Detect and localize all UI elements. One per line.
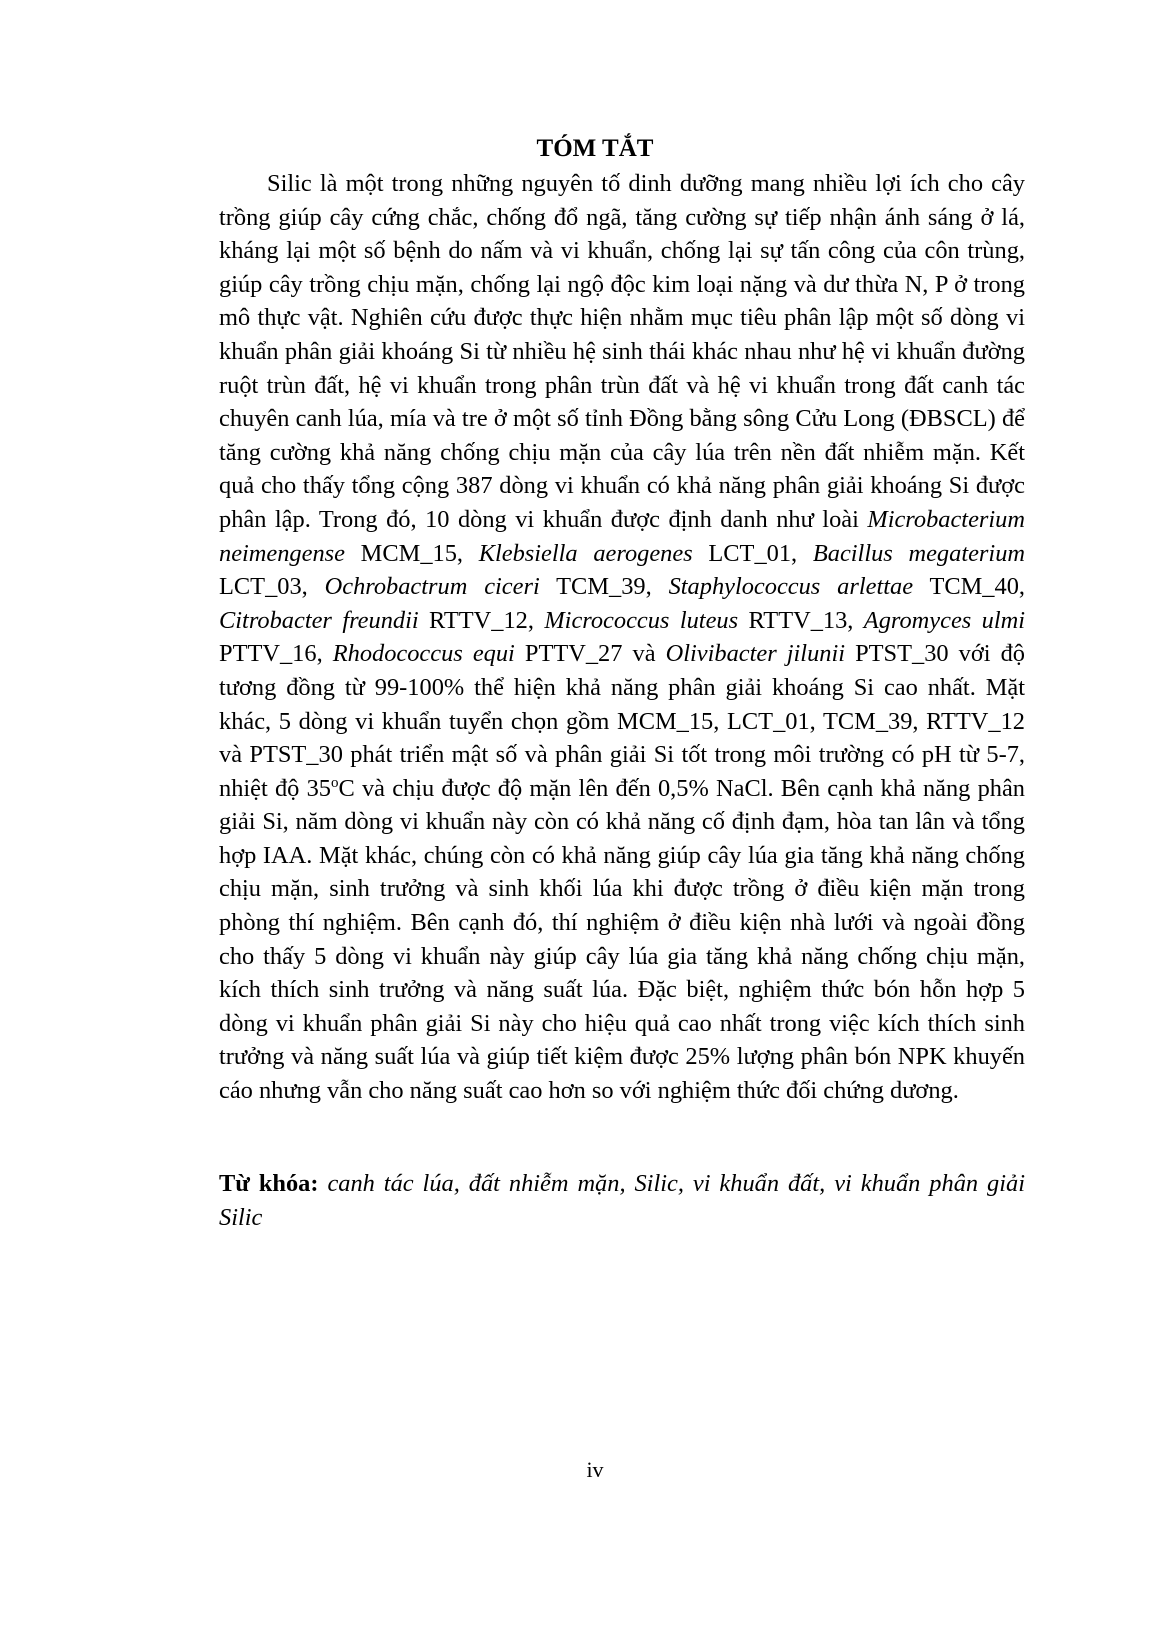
species-name: Rhodococcus equi	[332, 640, 515, 668]
species-name: Agromyces ulmi	[863, 606, 1026, 634]
species-name: Staphylococcus arlettae	[668, 573, 914, 601]
strain-text: LCT_03,	[219, 573, 325, 601]
species-name: Micrococcus luteus	[544, 606, 739, 634]
species-name: Bacillus megaterium	[812, 539, 1025, 567]
strain-text: RTTV_13,	[738, 606, 864, 634]
abstract-text: C và chịu được độ mặn lên đến 0,5% NaCl. Bên cạnh khả năng phân giải Si, năm dòng vi khuẩn này còn có khả năng cố định đạm, hòa tan lân và tổng hợp IAA. Mặt khác, chúng còn có khả năng giúp cây lúa gia tăng khả năng chống chịu mặn, sinh trưởng và sinh khối lúa khi được trồng ở điều kiện mặn trong phòng thí nghiệm. Bên cạnh đó, thí nghiệm ở điều kiện nhà lưới và ngoài đồng cho thấy 5 dòng vi khuẩn này giúp cây lúa gia tăng khả năng chống chịu mặn, kích thích sinh trưởng và năng suất lúa. Đặc biệt, nghiệm thức bón hỗn hợp 5 dòng vi khuẩn phân giải Si này cho hiệu quả cao nhất trong việc kích thích sinh trưởng và năng suất lúa và giúp tiết kiệm được 25% lượng phân bón NPK khuyến cáo nhưng vẫn cho năng suất cao hơn so với nghiệm thức đối chứng dương.	[219, 774, 1026, 1105]
strain-text: LCT_01,	[692, 539, 813, 567]
strain-text: PTTV_27 và	[514, 640, 666, 668]
abstract-text: PTST_30 với độ tương đồng từ 99-100% thể hiện khả năng phân giải khoáng Si cao nhất. Mặt khác, 5 dòng vi khuẩn tuyển chọn gồm MCM_15, LCT_01, TCM_39, RTTV_12 và PTST_30 phát triển mật số và phân giải Si tốt trong môi trường có pH từ 5-7, nhiệt độ 35	[219, 640, 1025, 802]
degree-superscript: o	[330, 774, 339, 791]
species-name: Citrobacter freundii	[219, 606, 419, 634]
species-name: Olivibacter jilunii	[665, 640, 846, 668]
abstract-paragraph	[219, 167, 1025, 1108]
species-name: Microbacterium neimengense	[219, 505, 1025, 567]
strain-text: TCM_40,	[913, 573, 1025, 601]
species-name: Klebsiella aerogenes	[478, 539, 693, 567]
species-name: Ochrobactrum ciceri	[324, 573, 540, 601]
strain-text: MCM_15,	[344, 539, 479, 567]
strain-text: RTTV_12,	[418, 606, 545, 634]
page-number: iv	[586, 1457, 604, 1482]
keywords-label: Từ khóa:	[219, 1170, 319, 1197]
keywords-line	[219, 1167, 1025, 1234]
strain-text: PTTV_16,	[219, 640, 333, 668]
keywords-text: canh tác lúa, đất nhiễm mặn, Silic, vi khuẩn đất, vi khuẩn phân giải Silic	[219, 1170, 1025, 1231]
strain-text: TCM_39,	[539, 573, 669, 601]
abstract-text: Silic là một trong những nguyên tố dinh dưỡng mang nhiều lợi ích cho cây trồng giúp cây cứng chắc, chống đổ ngã, tăng cường sự tiếp nhận ánh sáng ở lá, kháng lại một số bệnh do nấm và vi khuẩn, chống lại sự tấn công của côn trùng, giúp cây trồng chịu mặn, chống lại ngộ độc kim loại nặng và dư thừa N, P ở trong mô thực vật. Nghiên cứu được thực hiện nhằm mục tiêu phân lập một số dòng vi khuẩn phân giải khoáng Si từ nhiều hệ sinh thái khác nhau như hệ vi khuẩn đường ruột trùn đất, hệ vi khuẩn trong phân trùn đất và hệ vi khuẩn trong đất canh tác chuyên canh lúa, mía và tre ở một số tỉnh Đồng bằng sông Cửu Long (ĐBSCL) để tăng cường khả năng chống chịu mặn của cây lúa trên nền đất nhiễm mặn. Kết quả cho thấy tổng cộng 387 dòng vi khuẩn có khả năng phân giải khoáng Si được phân lập. Trong đó, 10 dòng vi khuẩn được định danh như loài	[219, 170, 1025, 533]
abstract-title: TÓM TẮT	[536, 135, 654, 162]
